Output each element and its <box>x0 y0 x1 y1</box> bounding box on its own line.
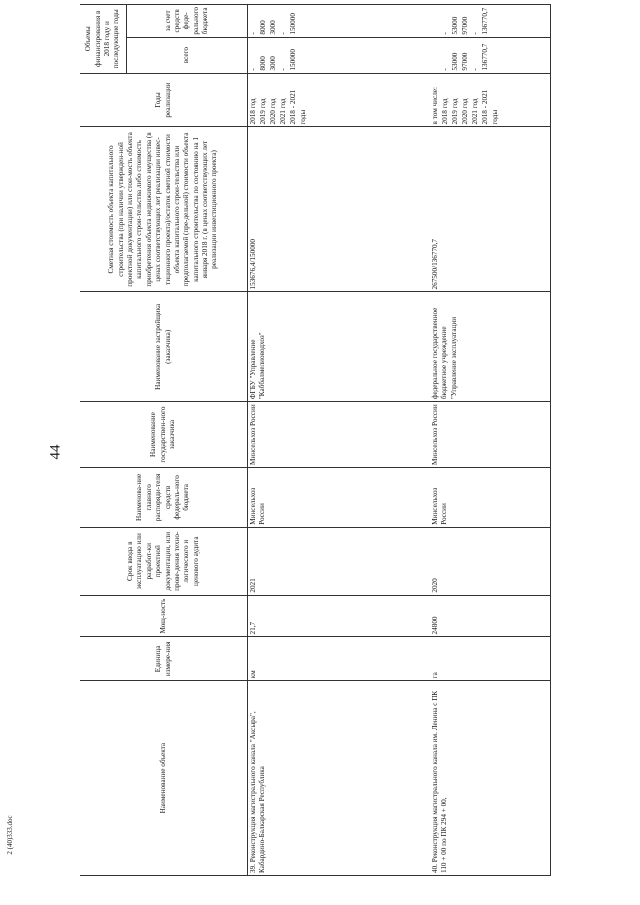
funding-value: - <box>249 32 257 35</box>
header-row <box>80 5 127 876</box>
schedule-year: 2021 год <box>279 98 287 125</box>
footer-filename: 2 (40)333.doc <box>6 815 14 855</box>
funding-value: 150000 <box>289 49 297 71</box>
schedule-year: 2020 год <box>461 98 469 125</box>
schedule-year: 2019 год <box>259 98 267 125</box>
years-cell <box>248 73 431 127</box>
col-header-state-customer: Наименование государствен-ного заказчика <box>80 402 248 468</box>
capacity-cell: 24800 <box>430 595 551 637</box>
funding-federal-cell <box>248 5 431 38</box>
schedule-year: 2018 - 2021 <box>481 89 489 125</box>
col-header-developer: Наименование застройщика (заказчика) <box>80 292 248 402</box>
funding-total-cell <box>248 37 431 73</box>
funding-value: - <box>471 68 479 71</box>
col-header-capacity: Мощ-ность <box>80 595 248 637</box>
state-customer-cell: Минсельхоз России <box>430 402 551 468</box>
deadline-cell: 2020 <box>430 527 551 595</box>
schedule-year: 2018 год <box>249 98 257 125</box>
rotated-table-wrapper <box>80 4 624 876</box>
col-header-unit: Единица измере-ния <box>80 637 248 681</box>
funding-value: - <box>249 68 257 71</box>
object-name: Реконструкция магистрального канала им. Ленина с ПК 110 + 00 по ПК 294 + 00, <box>431 690 449 873</box>
schedule-note: годы <box>299 109 307 125</box>
col-header-budget-manager: Наименова-ние главного распоряди-теля средств федераль-ного бюджета <box>80 467 248 527</box>
col-header-funding-total: всего <box>127 37 248 73</box>
row-number: 40. <box>431 864 439 873</box>
table-row <box>248 5 431 876</box>
funding-value: 136770,7 <box>481 7 489 35</box>
funding-value: 150000 <box>289 13 297 35</box>
funding-value: - <box>279 68 287 71</box>
years-cell <box>430 73 551 127</box>
funding-value: 97000 <box>461 52 469 71</box>
funding-federal-cell <box>430 5 551 38</box>
state-customer-cell: Минсельхоз России <box>248 402 431 468</box>
col-header-cost: Сметная стоимость объекта капитального строительства (при наличии утвержден-ной проектной документации) или стои-мость объекта капитального строи-тельства либо стоимость приобретения объекта недвижимого имущества (в ценах соответствующих лет реализации инвес-тиционного проекта)/остаток сметной стоимости объекта капитального строи-тельства или предполагаемой (пре-дельной) стоимости объекта капитального строительства по состоянию на 1 января 2018 г. (в ценах соответствующих лет реализации инвестиционного проекта) <box>80 127 248 292</box>
funding-value: - <box>441 32 449 35</box>
funding-value: 8000 <box>259 56 267 71</box>
funding-value: 8000 <box>259 20 267 35</box>
funding-value: 97000 <box>461 16 469 35</box>
capacity-cell: 21,7 <box>248 595 431 637</box>
unit-cell: км <box>248 637 431 681</box>
document-sheet <box>80 0 625 905</box>
col-header-funding-federal: за счет средств феде-рального бюджета <box>127 5 248 38</box>
schedule-year: 2019 год <box>451 98 459 125</box>
funding-value: - <box>279 32 287 35</box>
cost-cell: 153676,4/150000 <box>248 127 431 292</box>
schedule-year: 2018 год <box>441 98 449 125</box>
funding-value: - <box>441 68 449 71</box>
developer-cell: федеральное государственное бюджетное учреждение "Управление эксплуатации <box>430 292 551 402</box>
funding-value: 3000 <box>269 56 277 71</box>
unit-cell: га <box>430 637 551 681</box>
col-header-object: Наименование объекта <box>80 681 248 876</box>
investment-objects-table <box>80 4 551 876</box>
row-number: 39. <box>249 864 257 873</box>
funding-value: 53000 <box>451 52 459 71</box>
col-header-years: Годы реализации <box>80 73 248 127</box>
col-header-deadline: Срок ввода в эксплуатацию или разработ-ки проектной документации, или прове-дения техно-логического и ценового аудита <box>80 527 248 595</box>
budget-manager-cell: Минсельхоз России <box>430 467 551 527</box>
budget-manager-cell: Минсельхоз России <box>248 467 431 527</box>
funding-value: 53000 <box>451 16 459 35</box>
table-row <box>430 5 551 876</box>
deadline-cell: 2021 <box>248 527 431 595</box>
developer-cell: ФГБУ "Управление "Каббалмелиоводхоз" <box>248 292 431 402</box>
page-number: 44 <box>47 444 64 460</box>
funding-total-cell <box>430 37 551 73</box>
funding-value: 136770,7 <box>481 43 489 71</box>
object-name: Реконструкция магистрального канала "Аксыра", Кабардино-Балкарская Республика <box>249 711 267 873</box>
cost-cell: 267500/136770,7 <box>430 127 551 292</box>
schedule-intro: в том числе: <box>431 87 439 125</box>
funding-value: 3000 <box>269 20 277 35</box>
schedule-year: 2021 год <box>471 98 479 125</box>
schedule-year: 2020 год <box>269 98 277 125</box>
schedule-note: годы <box>491 109 499 125</box>
schedule-year: 2018 - 2021 <box>289 89 297 125</box>
col-header-funding-group: Объемы финансирования в 2018 году и последующие годы <box>80 5 127 74</box>
funding-value: - <box>471 32 479 35</box>
